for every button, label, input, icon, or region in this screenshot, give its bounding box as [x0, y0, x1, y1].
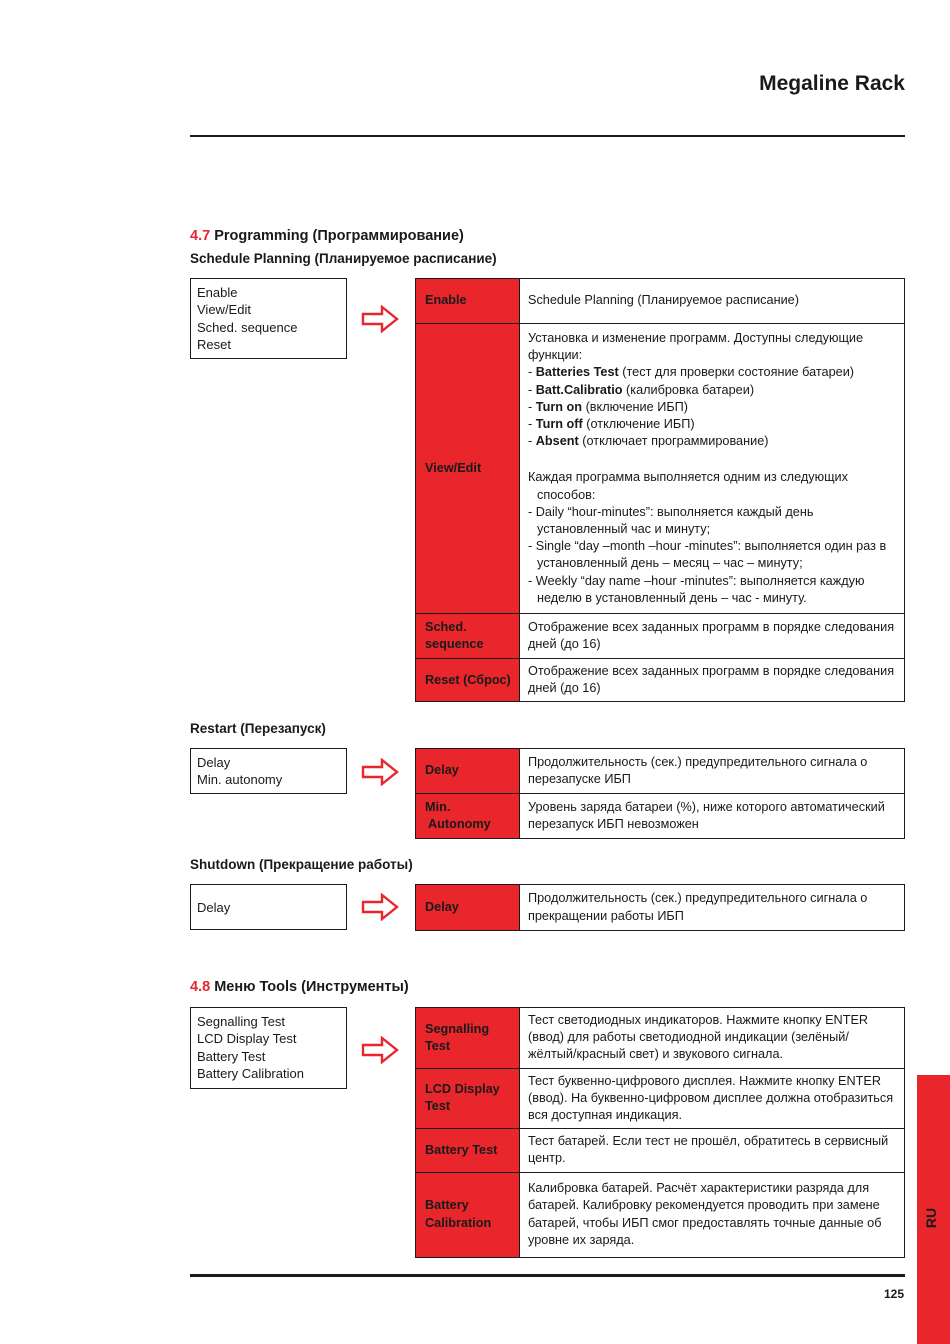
shutdown-menu-box [190, 884, 347, 930]
menu-item-segnalling-test: Segnalling Test [197, 1014, 285, 1029]
section-title: Programming (Программирование) [214, 228, 464, 244]
document-title: Megaline Rack [759, 72, 905, 95]
shutdown-table [415, 884, 905, 931]
modes-intro-cont: способов: [537, 487, 596, 502]
table-row [416, 885, 905, 931]
list-item: - Absent (отключает программирование) [528, 434, 769, 449]
menu-item-enable: Enable [197, 285, 238, 300]
row-key: Reset (Сброс) [416, 659, 520, 702]
view-edit-description [520, 324, 905, 614]
section-title: Меню Tools (Инструменты) [214, 979, 409, 995]
list-item: - Daily “hour-minutes”: выполняется каждый день [528, 504, 814, 519]
shutdown-heading: Shutdown (Прекращение работы) [190, 857, 413, 872]
list-item: - Single “day –month –hour -minutes”: выполняется один раз в [528, 539, 887, 554]
arrow-right-icon [361, 305, 399, 333]
schedule-planning-table [415, 278, 905, 702]
row-value: Тест буквенно-цифрового дисплея. Нажмите кнопку ENTER (ввод). На буквенно-цифровом дисплее должна отобразиться вся доступная индикация. [520, 1068, 905, 1129]
row-value: Schedule Planning (Планируемое расписание) [520, 279, 905, 324]
menu-item-reset: Reset [197, 337, 231, 353]
view-edit-intro: Установка и изменение программ. Доступны следующие функции: [528, 331, 864, 363]
section-4-8-heading [190, 979, 409, 995]
restart-menu-box [190, 748, 347, 794]
row-key: Sched. sequence [416, 614, 520, 659]
row-key: Battery Test [416, 1129, 520, 1172]
restart-heading: Restart (Перезапуск) [190, 721, 326, 736]
row-value: Продолжительность (сек.) предупредительного сигнала о прекращении работы ИБП [520, 885, 905, 931]
list-item: - Batteries Test (тест для проверки состояние батареи) [528, 365, 855, 380]
table-row [416, 1068, 905, 1129]
row-value: Тест батарей. Если тест не прошёл, обратитесь в сервисный центр. [520, 1129, 905, 1172]
menu-item-delay: Delay [197, 755, 231, 770]
row-key: Segnalling Test [416, 1008, 520, 1069]
table-row [416, 279, 905, 324]
header-rule [190, 135, 905, 137]
menu-item-min-autonomy: Min. autonomy [197, 772, 283, 788]
section-4-7-heading [190, 228, 464, 244]
table-row [416, 749, 905, 794]
arrow-right-icon [361, 893, 399, 921]
language-tab-label: RU [923, 1207, 939, 1229]
table-row [416, 1172, 905, 1257]
menu-item-delay: Delay [197, 900, 231, 915]
row-value: Уровень заряда батареи (%), ниже которого автоматический перезапуск ИБП невозможен [520, 794, 905, 839]
row-value: Отображение всех заданных программ в порядке следования дней (до 16) [520, 659, 905, 702]
list-item: - Turn on (включение ИБП) [528, 399, 689, 414]
restart-table [415, 748, 905, 839]
list-item: - Batt.Calibratio (калибровка батареи) [528, 382, 755, 397]
menu-item-lcd-display-test: LCD Display Test [197, 1031, 297, 1047]
menu-item-view-edit: View/Edit [197, 302, 251, 318]
list-item-cont: неделю в установленный день – час - минуту. [537, 590, 807, 605]
modes-intro: Каждая программа выполняется одним из следующих [528, 470, 848, 485]
row-key: Enable [416, 279, 520, 324]
footer-rule [190, 1274, 905, 1277]
row-value: Тест светодиодных индикаторов. Нажмите кнопку ENTER (ввод) для работы светодиодной индикации (зелёный/жёлтый/красный свет) и звукового сигнала. [520, 1008, 905, 1069]
row-value: Калибровка батарей. Расчёт характеристики разряда для батарей. Калибровку рекомендуется проводить при замене батарей, чтобы ИБП смог предоставлять точные данные об уровне их заряда. [520, 1172, 905, 1257]
schedule-menu-box [190, 278, 347, 359]
list-item: - Weekly “day name –hour -minutes”: выполняется каждую [528, 573, 865, 588]
page-number: 125 [883, 1287, 904, 1301]
table-row [416, 614, 905, 659]
table-row [416, 1129, 905, 1172]
menu-item-battery-test: Battery Test [197, 1048, 266, 1064]
tools-menu-box [190, 1007, 347, 1089]
table-row [416, 794, 905, 839]
row-key: Delay [416, 885, 520, 931]
arrow-right-icon [361, 1036, 399, 1064]
row-key: Battery Calibration [416, 1172, 520, 1257]
list-item: - Turn off (отключение ИБП) [528, 417, 695, 432]
tools-table [415, 1007, 905, 1258]
table-row [416, 324, 905, 614]
table-row [416, 659, 905, 702]
section-number: 4.8 [190, 979, 211, 995]
arrow-right-icon [361, 758, 399, 786]
menu-item-sched-sequence: Sched. sequence [197, 319, 298, 335]
list-item-cont: установленный час и минуту; [537, 522, 711, 537]
schedule-planning-heading: Schedule Planning (Планируемое расписание) [190, 251, 497, 266]
row-key: Min. Autonomy [416, 794, 520, 839]
row-value: Отображение всех заданных программ в порядке следования дней (до 16) [520, 614, 905, 659]
list-item-cont: установленный день – месяц – час – минуту; [537, 556, 803, 571]
row-key: Delay [416, 749, 520, 794]
row-key: View/Edit [416, 324, 520, 614]
row-key: LCD Display Test [416, 1068, 520, 1129]
row-value: Продолжительность (сек.) предупредительного сигнала о перезапуске ИБП [520, 749, 905, 794]
table-row [416, 1008, 905, 1069]
menu-item-battery-calibration: Battery Calibration [197, 1066, 304, 1082]
section-number: 4.7 [190, 228, 211, 244]
